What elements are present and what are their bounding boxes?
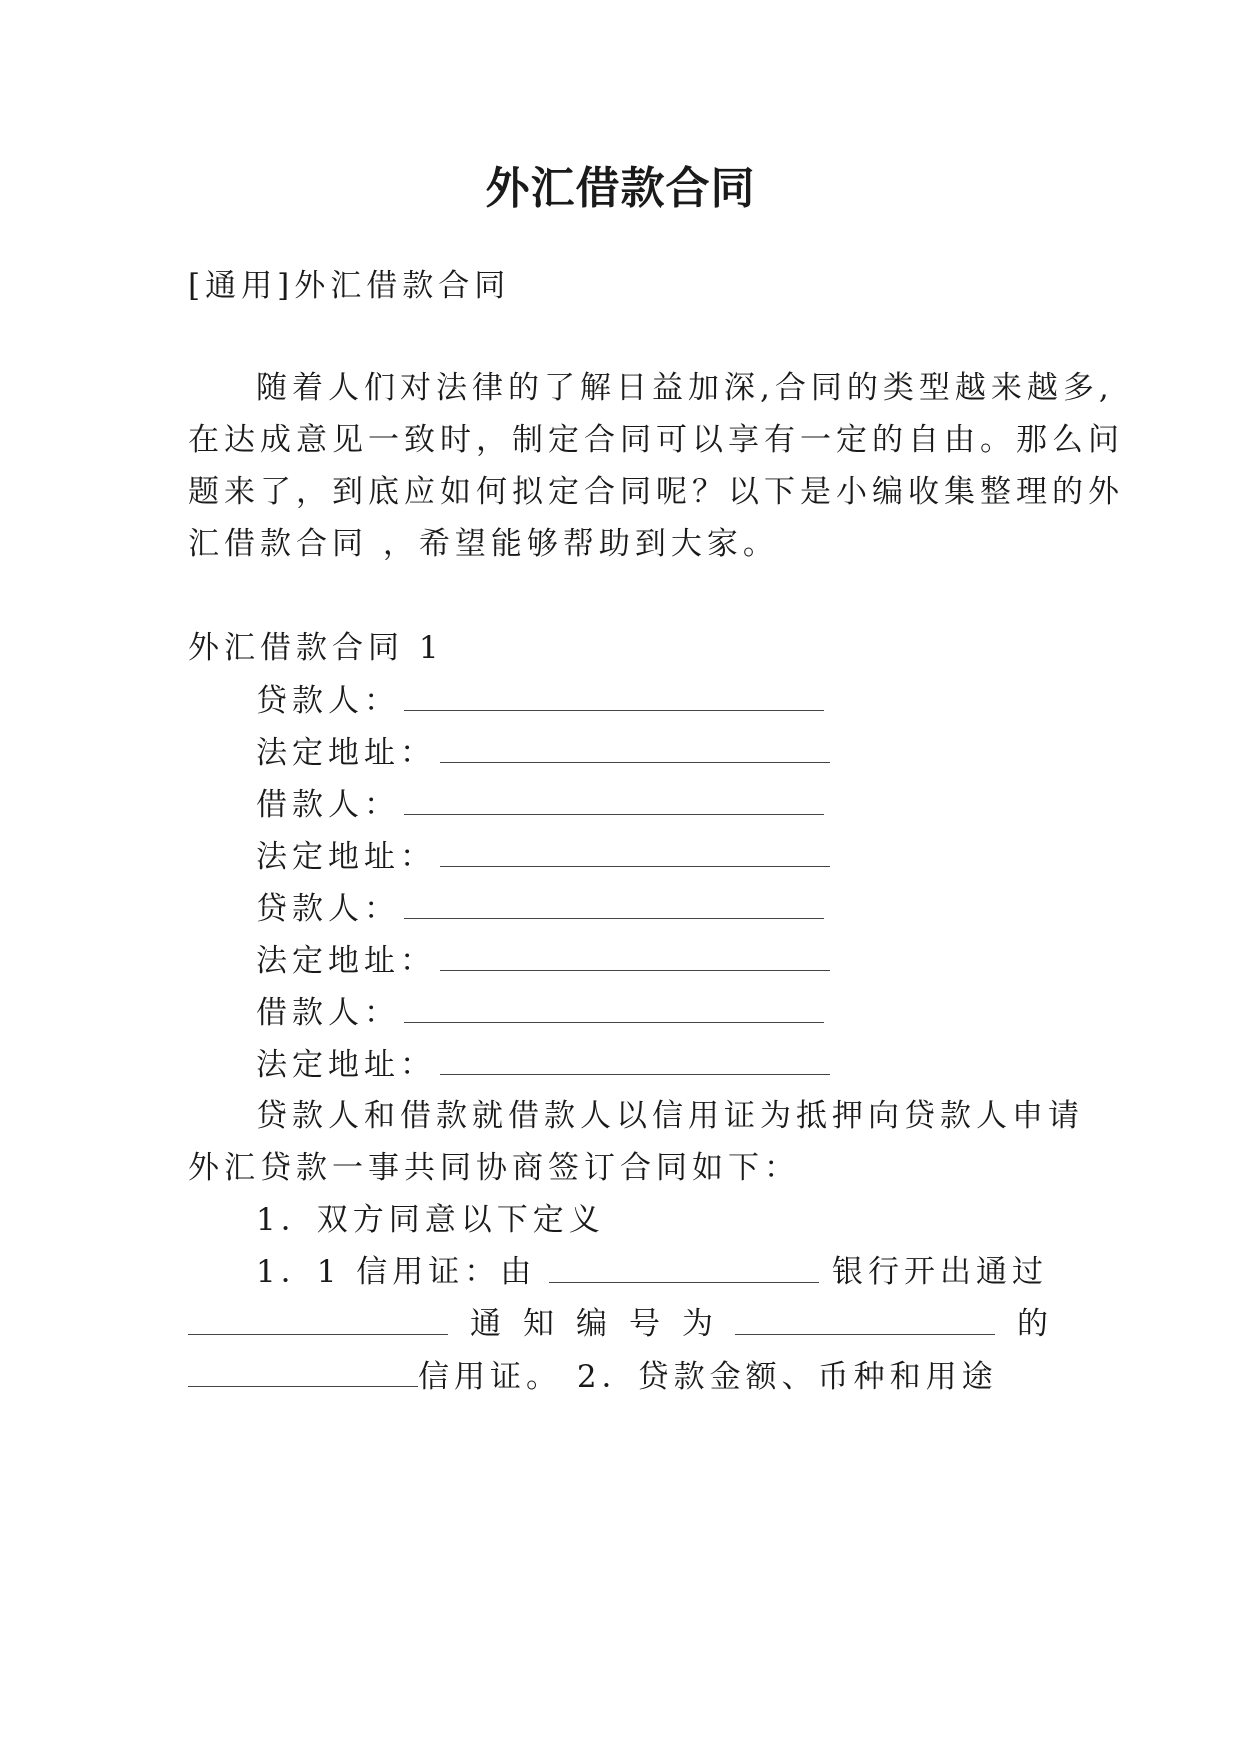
clause-1-1-prefix: 1．1 信用证：由 [256, 1254, 537, 1290]
intro-line-3: 题来了，到底应如何拟定合同呢？以下是小编收集整理的外 [188, 474, 1124, 510]
field-lender-1 [256, 680, 824, 721]
page-title: 外汇借款合同 [485, 163, 756, 214]
field-borrower-2 [256, 992, 824, 1033]
fill-blank [188, 1304, 448, 1335]
fill-blank [549, 1252, 819, 1283]
intro-line-4: 汇借款合同 ，希望能够帮助到大家。 [188, 526, 779, 562]
field-address-3 [256, 940, 830, 981]
fill-blank [404, 992, 824, 1023]
field-label: 法定地址： [256, 943, 436, 979]
clause-1-1-after-blank: 银行开出通过 [832, 1254, 1048, 1290]
fill-blank [440, 1044, 830, 1075]
field-borrower-1 [256, 784, 824, 825]
intro-line-1: 随着人们对法律的了解日益加深,合同的类型越来越多, [256, 370, 1114, 406]
field-address-1 [256, 732, 830, 773]
fill-blank [188, 1356, 418, 1387]
fill-blank [440, 836, 830, 867]
fill-blank [404, 784, 824, 815]
clause-1: 1．双方同意以下定义 [256, 1202, 605, 1238]
clause-1-1-row3 [188, 1356, 1048, 1397]
fill-blank [404, 680, 824, 711]
word: 知 [523, 1306, 554, 1342]
clause-1-1-row3-text: 信用证。 2．贷款金额、币种和用途 [418, 1359, 998, 1395]
fill-blank [440, 732, 830, 763]
word: 号 [629, 1306, 660, 1342]
word: 通 [470, 1306, 501, 1342]
agreement-line-2: 外汇贷款一事共同协商签订合同如下： [188, 1150, 800, 1186]
field-label: 法定地址： [256, 735, 436, 771]
clause-1-1-row2 [188, 1304, 1048, 1344]
field-label: 贷款人： [256, 683, 400, 719]
intro-line-2: 在达成意见一致时，制定合同可以享有一定的自由。那么问 [188, 422, 1124, 458]
field-label: 法定地址： [256, 1047, 436, 1083]
word: 为 [682, 1306, 713, 1342]
clause-1-1-row1 [256, 1252, 1048, 1292]
word: 的 [1017, 1306, 1048, 1342]
agreement-line-1: 贷款人和借款就借款人以信用证为抵押向贷款人申请 [256, 1098, 1084, 1134]
field-label: 法定地址： [256, 839, 436, 875]
field-label: 贷款人： [256, 891, 400, 927]
fill-blank [735, 1304, 995, 1335]
document-subtitle: [通用]外汇借款合同 [188, 268, 511, 304]
word: 编 [576, 1306, 607, 1342]
field-address-2 [256, 836, 830, 877]
field-label: 借款人： [256, 787, 400, 823]
field-lender-2 [256, 888, 824, 929]
field-label: 借款人： [256, 995, 400, 1031]
field-address-4 [256, 1044, 830, 1085]
fill-blank [440, 940, 830, 971]
section-title: 外汇借款合同 1 [188, 630, 444, 666]
fill-blank [404, 888, 824, 919]
